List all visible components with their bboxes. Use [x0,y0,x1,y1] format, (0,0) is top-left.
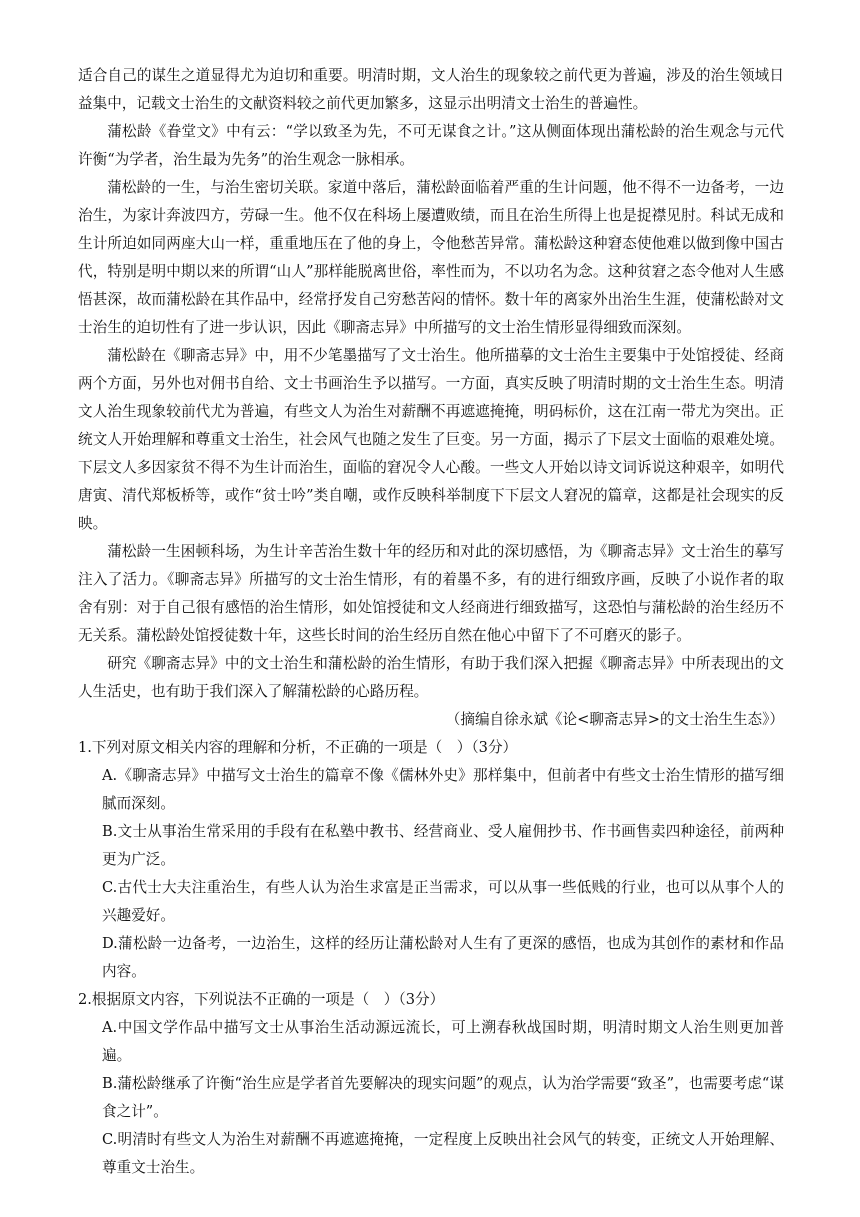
question-2 [78,986,784,1182]
article-paragraph-3: 蒲松龄的一生，与治生密切关联。家道中落后，蒲松龄面临着严重的生计问题，他不得不一边备考，一边治生，为家计奔波四方，劳碌一生。他不仅在科场上屡遭败绩，而且在治生所得上也是捉襟见肘。科试无成和生计所迫如同两座大山一样，重重地压在了他的身上，令他愁苦异常。蒲松龄这种窘态使他难以做到像中国古代，特别是明中期以来的所谓“山人”那样能脱离世俗，率性而为，不以功名为念。这种贫窘之态令他对人生感悟甚深，故而蒲松龄在其作品中，经常抒发自己穷愁苦闷的情怀。数十年的离家外出治生生涯，使蒲松龄对文士治生的迫切性有了进一步认识，因此《聊斋志异》中所描写的文士治生情形显得细致而深刻。 [78,179,784,336]
exam-page [78,62,784,1182]
option-a: A.中国文学作品中描写文士从事治生活动源远流长，可上溯春秋战国时期，明清时期文人治生则更加普遍。 [102,1019,784,1064]
article-paragraph-2: 蒲松龄《眷堂文》中有云：“学以致圣为先，不可无谋食之计。”这从侧面体现出蒲松龄的治生观念与元代许衡“为学者，治生最为先务”的治生观念一脉相承。 [78,123,784,168]
option-a: A.《聊斋志异》中描写文士治生的篇章不像《儒林外史》那样集中，但前者中有些文士治生情形的描写细腻而深刻。 [102,767,784,812]
article-paragraph-5: 蒲松龄一生困顿科场，为生计辛苦治生数十年的经历和对此的深切感悟，为《聊斋志异》文士治生的摹写注入了活力。《聊斋志异》所描写的文士治生情形，有的着墨不多，有的进行细致序画，反映了小说作者的取舍有别：对于自己很有感悟的治生情形，如处馆授徒和文人经商进行细致描写，这恐怕与蒲松龄的治生经历不无关系。蒲松龄处馆授徒数十年，这些长时间的治生经历自然在他心中留下了不可磨灭的影子。 [78,543,784,644]
article-paragraph-1: 适合自己的谋生之道显得尤为迫切和重要。明清时期，文人治生的现象较之前代更为普遍，涉及的治生领域日益集中，记载文士治生的文献资料较之前代更加繁多，这显示出明清文士治生的普遍性。 [78,67,784,112]
option-c: C.明清时有些文人为治生对薪酬不再遮遮掩掩，一定程度上反映出社会风气的转变，正统文人开始理解、尊重文士治生。 [102,1131,784,1176]
article-paragraph-6: 研究《聊斋志异》中的文士治生和蒲松龄的治生情形，有助于我们深入把握《聊斋志异》中所表现出的文人生活史，也有助于我们深入了解蒲松龄的心路历程。 [78,655,784,700]
option-d: D.蒲松龄一边备考，一边治生，这样的经历让蒲松龄对人生有了更深的感悟，也成为其创作的素材和作品内容。 [102,935,784,980]
question-stem: 1.下列对原文相关内容的理解和分析，不正确的一项是（ ）（3分） [78,739,518,756]
question-stem: 2.根据原文内容，下列说法不正确的一项是（ ）（3分） [78,991,445,1008]
question-1 [78,734,784,986]
article-source: （摘编自徐永斌《论<聊斋志异>的文士治生生态》） [445,711,784,728]
article-paragraph-4: 蒲松龄在《聊斋志异》中，用不少笔墨描写了文士治生。他所描摹的文士治生主要集中于处馆授徒、经商两个方面，另外也对佣书自给、文士书画治生予以描写。一方面，真实反映了明清时期的文士治生生态。明清文人治生现象较前代尤为普遍，有些文人为治生对薪酬不再遮遮掩掩，明码标价，这在江南一带尤为突出。正统文人开始理解和尊重文士治生，社会风气也随之发生了巨变。另一方面，揭示了下层文士面临的艰难处境。下层文人多因家贫不得不为生计而治生，面临的窘况令人心酸。一些文人开始以诗文词诉说这种艰辛，如明代唐寅、清代郑板桥等，或作“贫士吟”类自嘲，或作反映科举制度下下层文人窘况的篇章，这都是社会现实的反映。 [78,347,784,532]
option-b: B.蒲松龄继承了许衡“治生应是学者首先要解决的现实问题”的观点，认为治学需要“致圣”，也需要考虑“谋食之计”。 [102,1075,784,1120]
option-c: C.古代士大夫注重治生，有些人认为治生求富是正当需求，可以从事一些低贱的行业，也可以从事个人的兴趣爱好。 [102,879,784,924]
option-b: B.文士从事治生常采用的手段有在私塾中教书、经营商业、受人雇佣抄书、作书画售卖四种途径，前两种更为广泛。 [102,823,784,868]
